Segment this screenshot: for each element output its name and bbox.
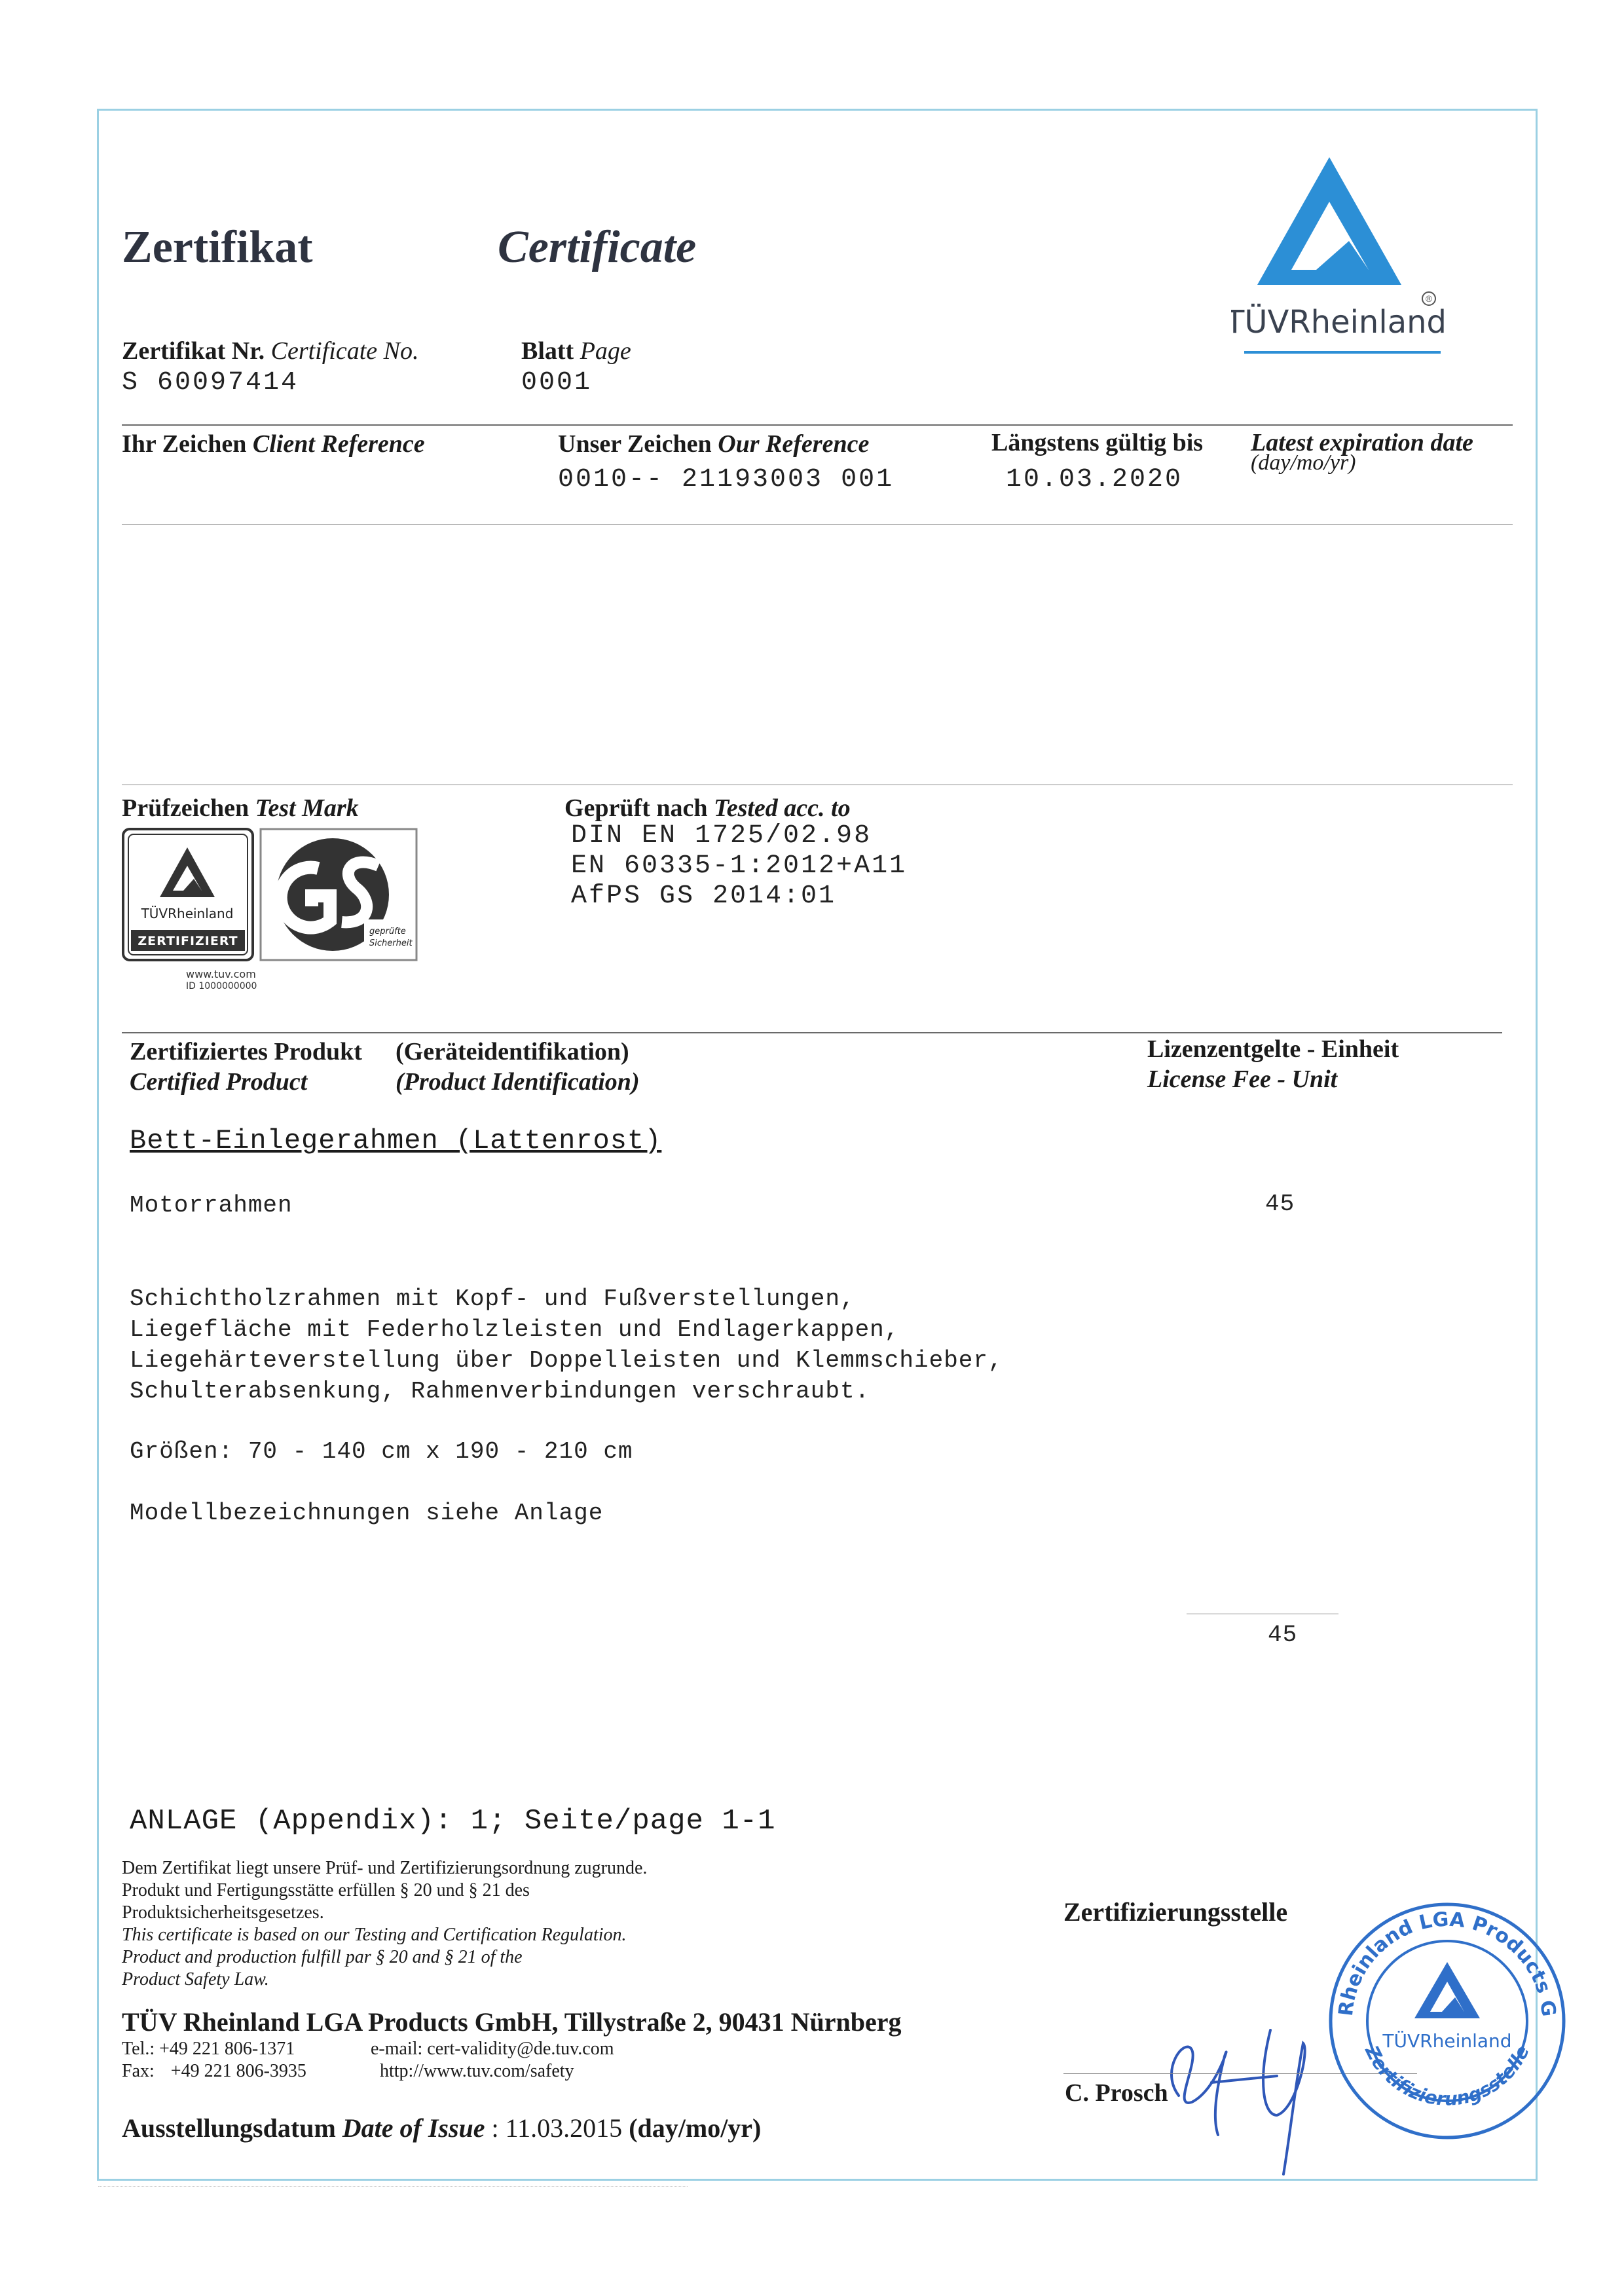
test-mark-url: www.tuv.com — [186, 968, 256, 980]
tested-standards — [571, 821, 907, 912]
page-label-en: Page — [580, 337, 631, 365]
certification-body-label: Zertifizierungsstelle — [1063, 1897, 1288, 1927]
svg-text:TÜVRheinland: TÜVRheinland — [141, 906, 234, 921]
our-reference-label — [558, 430, 869, 458]
test-mark-badges — [122, 828, 430, 991]
contact-tel — [122, 2038, 295, 2060]
tuv-triangle-icon — [1231, 157, 1454, 367]
issue-label-en: Date of Issue — [342, 2113, 485, 2143]
product-type: Motorrahmen — [130, 1192, 293, 1219]
regulation-note-en — [122, 1924, 627, 1991]
issue-label-de: Ausstellungsdatum — [122, 2113, 336, 2143]
description-line: Schulterabsenkung, Rahmenverbindungen verschraubt. — [130, 1378, 870, 1405]
certificate-no-value: S 60097414 — [122, 368, 299, 398]
client-ref-label-en: Client Reference — [252, 430, 425, 458]
contact-fax — [122, 2060, 306, 2083]
svg-text:TÜVRheinland: TÜVRheinland — [1382, 2030, 1512, 2052]
client-reference-label — [122, 430, 425, 458]
test-mark-label-de: Prüfzeichen — [122, 794, 249, 822]
test-mark-label-en: Test Mark — [255, 794, 359, 822]
certified-product-label-en: Certified Product — [130, 1068, 308, 1096]
note-line: Dem Zertifikat liegt unsere Prüf- und Zertifizierungsordnung zugrunde. — [122, 1858, 648, 1878]
gs-mark-icon — [261, 829, 416, 960]
our-ref-label-de: Unser Zeichen — [558, 430, 712, 458]
certificate-no-label-de: Zertifikat Nr. — [122, 337, 265, 365]
title-de: Zertifikat — [122, 222, 313, 272]
svg-text:ZERTIFIZIERT: ZERTIFIZIERT — [138, 934, 238, 948]
divider — [122, 424, 1513, 426]
latest-expiration-label: Latest expiration date — [1251, 429, 1473, 456]
tuv-zertifiziert-badge-icon — [123, 829, 253, 960]
tuv-rheinland-logo — [1231, 157, 1454, 367]
tel-value: +49 221 806-1371 — [159, 2039, 295, 2059]
model-designations: Modellbezeichnungen siehe Anlage — [130, 1500, 604, 1527]
license-fee-value: 45 — [1265, 1191, 1295, 1217]
email-label: e-mail: — [371, 2039, 423, 2059]
title-en: Certificate — [498, 222, 697, 272]
note-line: Produktsicherheitsgesetzes. — [122, 1902, 324, 1923]
tuv-brand-text: TÜVRheinland — [1231, 304, 1447, 341]
stamp-tuv-triangle-icon — [1414, 1962, 1480, 2018]
note-line: Product Safety Law. — [122, 1969, 269, 1990]
issue-date — [122, 2113, 761, 2143]
product-name: Bett-Einlegerahmen (Lattenrost) — [130, 1125, 662, 1157]
license-fee-label-en: License Fee - Unit — [1147, 1065, 1338, 1093]
test-mark-id: ID 1000000000 — [186, 981, 257, 991]
product-description — [130, 1284, 1003, 1407]
issue-value: : 11.03.2015 — [491, 2113, 623, 2143]
standard-item: AfPS GS 2014:01 — [571, 881, 837, 911]
certificate-no-label-en: Certificate No. — [270, 337, 419, 365]
certificate-no-label — [122, 337, 419, 365]
standard-item: DIN EN 1725/02.98 — [571, 821, 872, 851]
appendix-reference: ANLAGE (Appendix): 1; Seite/page 1-1 — [130, 1805, 776, 1838]
valid-until-label: Längstens gültig bis — [991, 429, 1204, 456]
page-label-de: Blatt — [521, 337, 574, 365]
valid-date-format: (day/mo/yr) — [1251, 451, 1356, 475]
registered-mark: ® — [1424, 295, 1433, 305]
fax-value: +49 221 806-3935 — [170, 2061, 306, 2081]
license-fee-total: 45 — [1268, 1621, 1298, 1648]
page-value: 0001 — [521, 368, 593, 398]
company-address: TÜV Rheinland LGA Products GmbH, Tillystraße 2, 90431 Nürnberg — [122, 2007, 902, 2037]
our-ref-label-en: Our Reference — [718, 430, 870, 458]
contact-email — [371, 2038, 614, 2060]
svg-text:Sicherheit: Sicherheit — [369, 938, 413, 948]
certification-stamp — [1316, 1890, 1578, 2152]
email-value: cert-validity@de.tuv.com — [427, 2039, 614, 2059]
tel-label: Tel.: — [122, 2039, 155, 2059]
valid-until-value: 10.03.2020 — [1006, 465, 1183, 494]
note-line: Product and production fulfill par § 20 and § 21 of the — [122, 1947, 523, 1967]
product-ident-label-de: (Geräteidentifikation) — [396, 1038, 629, 1065]
certified-product-label-de: Zertifiziertes Produkt — [130, 1038, 362, 1065]
our-reference-value: 0010-- 21193003 001 — [558, 465, 895, 494]
divider — [122, 524, 1513, 525]
description-line: Liegefläche mit Federholzleisten und Endlagerkappen, — [130, 1316, 900, 1343]
client-ref-label-de: Ihr Zeichen — [122, 430, 247, 458]
product-ident-label-en: (Product Identification) — [396, 1068, 640, 1096]
note-line: Produkt und Fertigungsstätte erfüllen § 20 und § 21 des — [122, 1880, 530, 1900]
tested-label-de: Geprüft nach — [564, 794, 708, 822]
signatory-name: C. Prosch — [1065, 2079, 1168, 2107]
standard-item: EN 60335-1:2012+A11 — [571, 851, 908, 881]
license-fee-label-de: Lizenzentgelte - Einheit — [1147, 1035, 1399, 1063]
page-label — [521, 337, 631, 365]
svg-text:geprüfte: geprüfte — [369, 927, 406, 936]
description-line: Schichtholzrahmen mit Kopf- und Fußverstellungen, — [130, 1286, 855, 1312]
fax-label: Fax: — [122, 2061, 155, 2081]
tested-label-en: Tested acc. to — [714, 794, 851, 822]
svg-text:Zertifizierungsstelle: Zertifizierungsstelle — [1361, 2042, 1534, 2110]
footer-print-line — [98, 2186, 688, 2191]
tested-label — [564, 794, 851, 823]
contact-web: http://www.tuv.com/safety — [380, 2061, 574, 2081]
note-line: This certificate is based on our Testing and Certification Regulation. — [122, 1925, 627, 1945]
issue-format: (day/mo/yr) — [629, 2113, 762, 2143]
regulation-note-de — [122, 1857, 647, 1924]
test-mark-label — [122, 794, 359, 823]
product-sizes: Größen: 70 - 140 cm x 190 - 210 cm — [130, 1438, 633, 1465]
divider — [122, 1032, 1502, 1033]
description-line: Liegehärteverstellung über Doppelleisten und Klemmschieber, — [130, 1347, 1003, 1374]
svg-text:TÜV Rheinland LGA Products Gmb: Rheinland LGA Products G — [1334, 1908, 1560, 2018]
